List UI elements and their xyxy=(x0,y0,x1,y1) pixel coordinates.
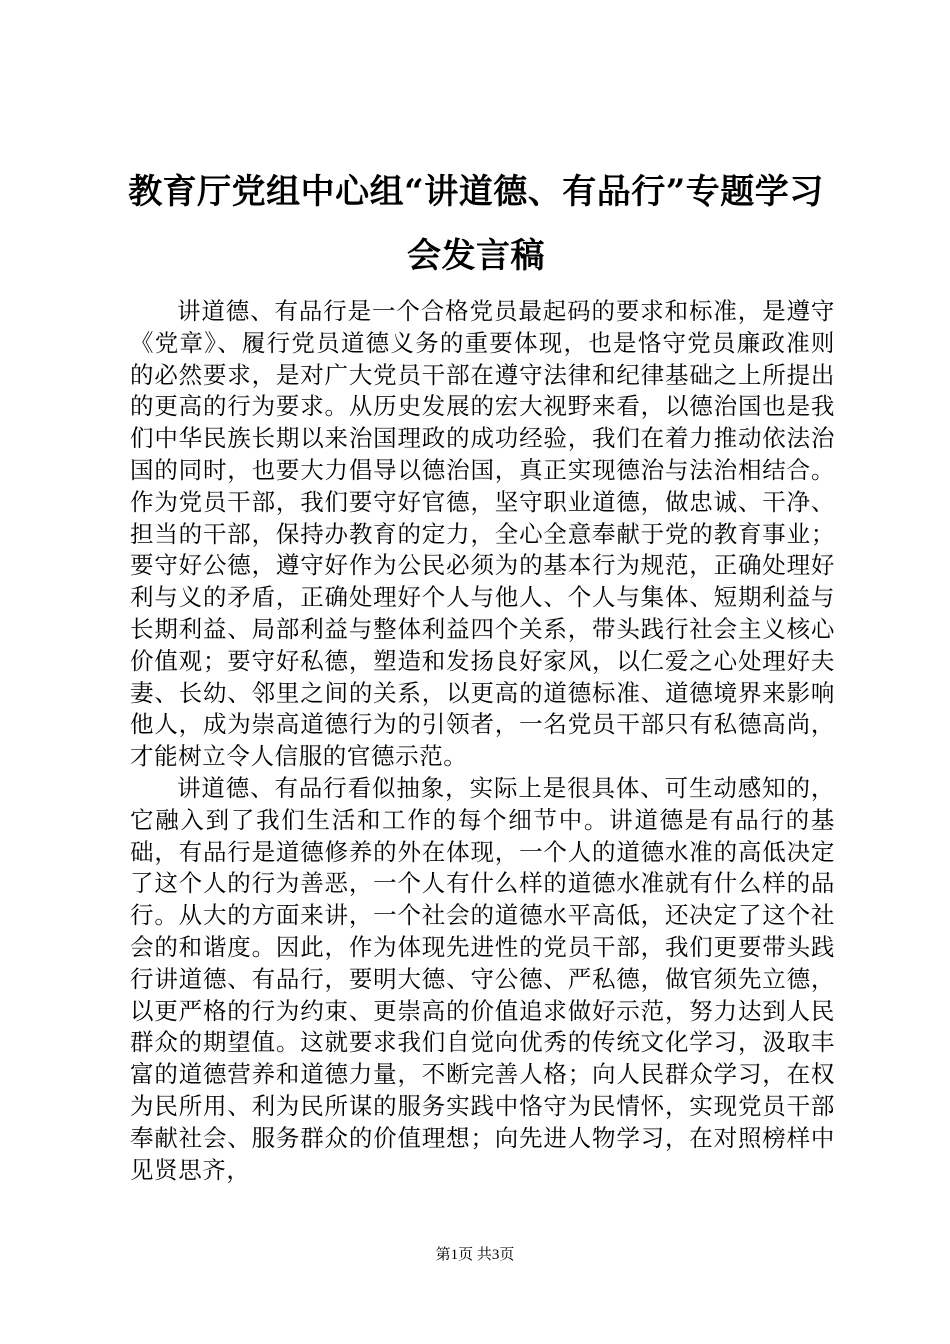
paragraph: 讲道德、有品行看似抽象，实际上是很具体、可生动感知的，它融入到了我们生活和工作的每个细节中。讲道德是有品行的基础，有品行是道德修养的外在体现，一个人的道德水准的高低决定了这个人的行为善恶，一个人有什么样的道德水准就有什么样的品行。从大的方面来讲，一个社会的道德水平高低，还决定了这个社会的和谐度。因此，作为体现先进性的党员干部，我们更要带头践行讲道德、有品行，要明大德、守公德、严私德，做官须先立德，以更严格的行为约束、更崇高的价值追求做好示范，努力达到人民群众的期望值。这就要求我们自觉向优秀的传统文化学习，汲取丰富的道德营养和道德力量，不断完善人格；向人民群众学习，在权为民所用、利为民所谋的服务实践中恪守为民情怀，实现党员干部奉献社会、服务群众的价值理想；向先进人物学习，在对照榜样中见贤思齐， xyxy=(130,773,835,1184)
paragraph: 讲道德、有品行是一个合格党员最起码的要求和标准，是遵守《党章》、履行党员道德义务的重要体现，也是恪守党员廉政准则的必然要求，是对广大党员干部在遵守法律和纪律基础之上所提出的更高的行为要求。从历史发展的宏大视野来看，以德治国也是我们中华民族长期以来治国理政的成功经验，我们在着力推动依法治国的同时，也要大力倡导以德治国，真正实现德治与法治相结合。作为党员干部，我们要守好官德，坚守职业道德，做忠诚、干净、担当的干部，保持办教育的定力，全心全意奉献于党的教育事业；要守好公德，遵守好作为公民必须为的基本行为规范，正确处理好利与义的矛盾，正确处理好个人与他人、个人与集体、短期利益与长期利益、局部利益与整体利益四个关系，带头践行社会主义核心价值观；要守好私德，塑造和发扬良好家风，以仁爱之心处理好夫妻、长幼、邻里之间的关系，以更高的道德标准、道德境界来影响他人，成为崇高道德行为的引领者，一名党员干部只有私德高尚，才能树立令人信服的官德示范。 xyxy=(130,297,835,771)
document-body xyxy=(130,296,835,1186)
page-indicator: 第1页 共3页 xyxy=(435,1247,515,1263)
document-title: 教育厅党组中心组“讲道德、有品行”专题学习会发言稿 xyxy=(128,172,824,276)
